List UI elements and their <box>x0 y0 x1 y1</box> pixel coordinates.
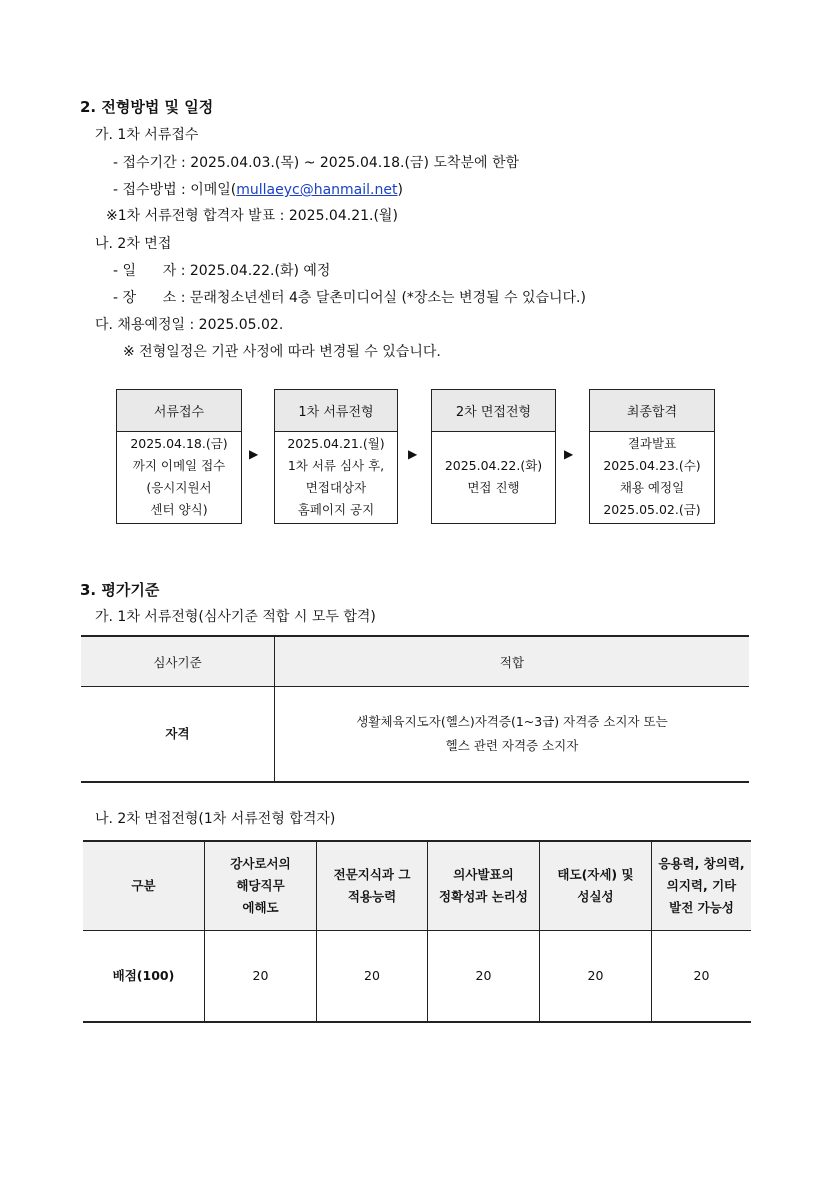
flow-arrow-icon: ▶ <box>249 447 259 461</box>
table-header: 심사기준 <box>81 636 275 687</box>
table-header: 응용력, 창의력, 의지력, 기타 발전 가능성 <box>652 841 752 931</box>
ga-period: - 접수기간 : 2025.04.03.(목) ~ 2025.04.18.(금) 도착분에 한함 <box>113 155 520 171</box>
flow-step-line: 결과발표 <box>627 436 677 451</box>
flow-step-line: 2025.05.02.(금) <box>603 502 701 517</box>
ga-note: ※1차 서류전형 합격자 발표 : 2025.04.21.(월) <box>106 208 398 224</box>
flow-step-line: 2025.04.22.(화) <box>444 458 543 473</box>
flow-step-line: 면접 진행 <box>467 480 520 495</box>
flow-step-1 <box>116 389 242 524</box>
flow-step-header: 2차 면접전형 <box>432 390 555 432</box>
flow-step-line: 홈페이지 공지 <box>297 502 375 517</box>
table-row-label: 배점(100) <box>83 931 205 1023</box>
na-date: - 일 자 : 2025.04.22.(화) 예정 <box>113 263 331 279</box>
flow-step-line: 2025.04.18.(금) <box>130 436 228 451</box>
score-cell: 20 <box>652 931 752 1023</box>
table-header: 의사발표의 정확성과 논리성 <box>428 841 540 931</box>
flow-step-line: 까지 이메일 접수 <box>132 458 226 473</box>
score-cell: 20 <box>317 931 428 1023</box>
da-note: ※ 전형일정은 기관 사정에 따라 변경될 수 있습니다. <box>123 344 441 360</box>
flow-arrow-icon: ▶ <box>564 447 574 461</box>
flow-step-line: 채용 예정일 <box>619 480 685 495</box>
email-link[interactable]: mullaeyc@hanmail.net <box>236 182 398 198</box>
criteria-table <box>81 635 749 783</box>
score-cell: 20 <box>205 931 317 1023</box>
criteria-line-1: 생활체육지도자(헬스)자격증(1~3급) 자격증 소지자 또는 <box>356 714 668 729</box>
ga-method-suffix: ) <box>397 182 403 198</box>
ga-method-prefix: - 접수방법 : 이메일( <box>113 182 237 198</box>
s3-na-title: 나. 2차 면접전형(1차 서류전형 합격자) <box>95 811 336 827</box>
section2-title: 2. 전형방법 및 일정 <box>80 98 214 116</box>
na-title: 나. 2차 면접 <box>95 236 172 252</box>
section3-title: 3. 평가기준 <box>80 581 160 599</box>
score-cell: 20 <box>540 931 652 1023</box>
table-header: 구분 <box>83 841 205 931</box>
flow-arrow-icon: ▶ <box>408 447 418 461</box>
flow-step-header: 최종합격 <box>590 390 714 432</box>
ga-method <box>113 179 403 199</box>
table-header: 태도(자세) 및 성실성 <box>540 841 652 931</box>
table-header: 강사로서의 해당직무 에해도 <box>205 841 317 931</box>
table-row-label: 자격 <box>81 687 275 783</box>
flow-step-3 <box>431 389 556 524</box>
flow-step-header: 서류접수 <box>117 390 241 432</box>
flow-step-line: (응시지원서 <box>146 480 212 495</box>
flow-step-line: 센터 양식) <box>150 502 208 517</box>
da-title: 다. 채용예정일 : 2025.05.02. <box>95 317 284 333</box>
flow-step-line: 2025.04.21.(월) <box>287 436 385 451</box>
s3-ga-title: 가. 1차 서류전형(심사기준 적합 시 모두 합격) <box>95 609 376 625</box>
flow-step-4 <box>589 389 715 524</box>
na-place: - 장 소 : 문래청소년센터 4층 달촌미디어실 (*장소는 변경될 수 있습니다.) <box>113 290 586 306</box>
table-header: 적합 <box>275 636 750 687</box>
score-cell: 20 <box>428 931 540 1023</box>
flow-step-line: 1차 서류 심사 후, <box>287 458 385 473</box>
table-header: 전문지식과 그 적용능력 <box>317 841 428 931</box>
ga-title: 가. 1차 서류접수 <box>95 127 199 143</box>
criteria-line-2: 헬스 관련 자격증 소지자 <box>445 738 579 753</box>
flow-step-line: 면접대상자 <box>305 480 367 495</box>
interview-table <box>83 840 751 1023</box>
table-cell <box>275 687 750 783</box>
flow-step-header: 1차 서류전형 <box>275 390 397 432</box>
flow-step-line: 2025.04.23.(수) <box>603 458 701 473</box>
flow-step-2 <box>274 389 398 524</box>
